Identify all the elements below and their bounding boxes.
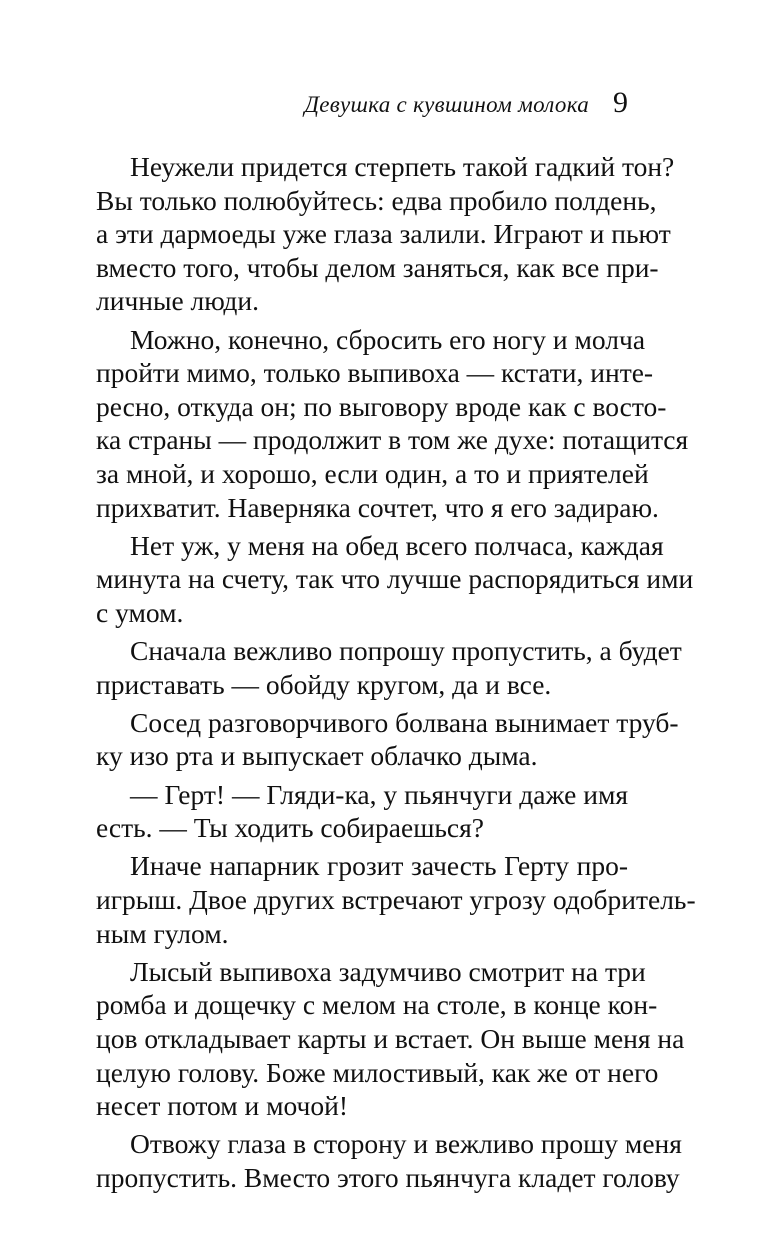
paragraph xyxy=(96,529,694,630)
text-line: есть. — Ты ходить собираешься? xyxy=(96,812,484,844)
text-line: прихватит. Наверняка сочтет, что я его задираю. xyxy=(96,491,659,523)
body-text xyxy=(96,150,696,1199)
text-line: целую голову. Боже милостивый, как же от него xyxy=(96,1056,659,1088)
paragraph xyxy=(96,150,675,318)
text-line: Иначе напарник грозит зачесть Герту про- xyxy=(130,850,628,882)
text-line: Неужели придется стерпеть такой гадкий тон? xyxy=(130,151,675,182)
text-line: ресно, откуда он; по выговору вроде как с восто- xyxy=(96,390,667,422)
text-line: Лысый выпивоха задумчиво смотрит на три xyxy=(130,955,646,987)
text-line: Нет уж, у меня на обед всего полчаса, каждая xyxy=(130,529,664,561)
paragraph xyxy=(96,955,685,1123)
text-line: ным гулом. xyxy=(96,917,229,949)
text-line: игрыш. Двое других встречают угрозу одобритель- xyxy=(96,884,696,916)
text-line: несет потом и мочой! xyxy=(96,1090,348,1122)
paragraph xyxy=(96,706,679,773)
paragraph xyxy=(96,778,628,845)
text-line: Вы только полюбуйтесь: едва пробило полдень, xyxy=(96,184,657,216)
paragraph xyxy=(96,323,689,525)
paragraph xyxy=(96,849,696,950)
running-head xyxy=(96,86,628,126)
text-line: — Герт! — Гляди-ка, у пьянчуги даже имя xyxy=(130,778,628,810)
page-number: 9 xyxy=(613,86,628,119)
text-line: ку изо рта и выпускает облачко дыма. xyxy=(96,740,538,772)
text-line: личные люди. xyxy=(96,285,259,317)
text-line: ка страны — продолжит в том же духе: потащится xyxy=(96,424,689,456)
text-line: Отвожу глаза в сторону и вежливо прошу меня xyxy=(130,1128,682,1160)
text-line: пропустить. Вместо этого пьянчуга кладет голову xyxy=(96,1161,680,1193)
text-line: пройти мимо, только выпивоха — кстати, инте- xyxy=(96,357,654,389)
text-line: Сосед разговорчивого болвана вынимает труб- xyxy=(130,706,679,738)
text-line: минута на счету, так что лучше распорядиться ими xyxy=(96,563,694,595)
text-line: ромба и дощечку с мелом на столе, в конце кон- xyxy=(96,989,658,1021)
paragraph xyxy=(96,634,682,701)
text-line: Можно, конечно, сбросить его ногу и молча xyxy=(130,323,646,355)
text-line: с умом. xyxy=(96,596,184,628)
text-line: а эти дармоеды уже глаза залили. Играют и пьют xyxy=(96,218,671,250)
paragraph xyxy=(96,1127,682,1194)
text-line: Сначала вежливо попрошу пропустить, а будет xyxy=(130,635,682,667)
text-line: вместо того, чтобы делом заняться, как все при- xyxy=(96,251,659,283)
text-line: за мной, и хорошо, если один, а то и приятелей xyxy=(96,457,649,489)
text-line: цов откладывает карты и встает. Он выше меня на xyxy=(96,1023,685,1054)
text-line: приставать — обойду кругом, да и все. xyxy=(96,668,552,700)
running-title: Девушка с кувшином молока xyxy=(304,92,589,117)
